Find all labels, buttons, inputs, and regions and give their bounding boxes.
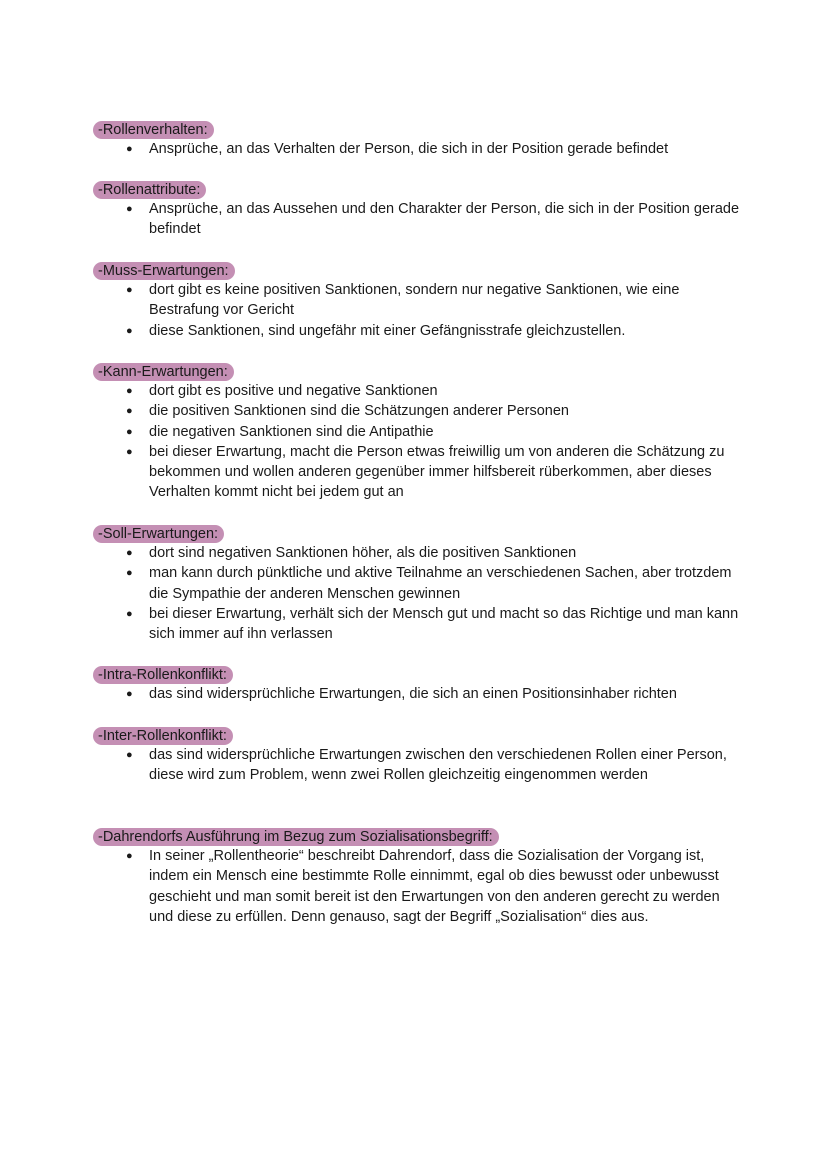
bullet-dot-icon: ● (126, 547, 133, 559)
list-item-text: dort sind negativen Sanktionen höher, als die positiven Sanktionen (149, 545, 577, 561)
list-item (93, 139, 743, 159)
list-item-text: dort gibt es positive und negative Sanktionen (149, 383, 438, 399)
bullet-dot-icon: ● (126, 405, 133, 418)
bullet-dot-icon: ● (126, 324, 133, 337)
bullet-dot-icon: ● (126, 445, 133, 458)
list-item-text: dort gibt es keine positiven Sanktionen, sondern nur negative Sanktionen, wie eine Bestrafung vor Gericht (149, 282, 680, 319)
list-item-text: die positiven Sanktionen sind die Schätzungen anderer Personen (149, 403, 569, 420)
bullet-dot-icon: ● (126, 567, 133, 580)
section-heading: -Dahrendorfs Ausführung im Bezug zum Sozialisationsbegriff: (93, 828, 499, 846)
bullet-dot-icon: ● (126, 607, 133, 620)
bullet-dot-icon: ● (126, 425, 133, 438)
bullet-dot-icon: ● (126, 284, 133, 296)
section-heading: -Kann-Erwartungen: (93, 363, 234, 381)
list-item-text: In seiner „Rollentheorie“ beschreibt Dahrendorf, dass die Sozialisation der Vorgang ist, indem ein Mensch eine bestimmte Rolle einnimmt, egal ob dies bewusst oder unbewusst geschieht und man somit bereit ist den Erwartungen von den anderen gerecht zu werden und diese zu erfüllen. Denn genauso, sagt der Begriff „Sozialisation“ dies aus. (149, 848, 720, 925)
list-item-text: Ansprüche, an das Verhalten der Person, die sich in der Position gerade befindet (149, 141, 669, 157)
bullet-dot-icon: ● (126, 850, 133, 862)
list-item (93, 563, 743, 604)
list-item (93, 745, 743, 786)
section-intra-rollenkonflikt (93, 666, 743, 704)
bullet-list (93, 199, 743, 240)
section-heading: -Rollenattribute: (93, 181, 206, 199)
section-heading: -Soll-Erwartungen: (93, 525, 224, 543)
section-kann-erwartungen (93, 363, 743, 503)
list-item-text: man kann durch pünktliche und aktive Teilnahme an verschiedenen Sachen, aber trotzdem die Sympathie der anderen Menschen gewinnen (149, 565, 732, 602)
list-item (93, 280, 743, 321)
section-rollenverhalten (93, 121, 743, 159)
list-item (93, 442, 743, 503)
bullet-list (93, 846, 743, 927)
list-item (93, 199, 743, 240)
list-item-text: Ansprüche, an das Aussehen und den Charakter der Person, die sich in der Position gerade befindet (149, 201, 740, 238)
bullet-list (93, 684, 743, 704)
bullet-list (93, 543, 743, 644)
section-muss-erwartungen (93, 262, 743, 341)
section-inter-rollenkonflikt (93, 727, 743, 786)
list-item-text: bei dieser Erwartung, verhält sich der Mensch gut und macht so das Richtige und man kann sich immer auf ihn verlassen (149, 605, 739, 643)
list-item (93, 543, 743, 563)
list-item-text: das sind widersprüchliche Erwartungen zwischen den verschiedenen Rollen einer Person, diese wird zum Problem, wenn zwei Rollen gleichzeitig eingenommen werden (149, 747, 727, 784)
list-item (93, 381, 743, 401)
list-item (93, 846, 743, 927)
bullet-dot-icon: ● (126, 143, 133, 155)
section-heading: -Muss-Erwartungen: (93, 262, 235, 280)
list-item-text: diese Sanktionen, sind ungefähr mit einer Gefängnisstrafe gleichzustellen. (149, 322, 626, 339)
list-item (93, 422, 743, 442)
section-soll-erwartungen (93, 525, 743, 644)
bullet-list (93, 381, 743, 503)
bullet-list (93, 139, 743, 159)
section-heading: -Rollenverhalten: (93, 121, 214, 139)
bullet-list (93, 745, 743, 786)
bullet-dot-icon: ● (126, 688, 133, 700)
section-heading: -Intra-Rollenkonflikt: (93, 666, 233, 684)
list-item (93, 401, 743, 421)
section-heading: -Inter-Rollenkonflikt: (93, 727, 233, 745)
list-item (93, 321, 743, 341)
list-item-text: die negativen Sanktionen sind die Antipathie (149, 423, 434, 440)
list-item (93, 604, 743, 645)
bullet-dot-icon: ● (126, 385, 133, 397)
list-item-text: bei dieser Erwartung, macht die Person etwas freiwillig um von anderen die Schätzung zu bekommen und wollen anderen gegenüber immer hilfsbereit rüberkommen, aber dieses Verhalten kommt nicht bei jedem gut an (149, 443, 725, 501)
list-item-text: das sind widersprüchliche Erwartungen, die sich an einen Positionsinhaber richten (149, 686, 677, 702)
section-rollenattribute (93, 181, 743, 240)
bullet-dot-icon: ● (126, 203, 133, 215)
bullet-dot-icon: ● (126, 749, 133, 761)
bullet-list (93, 280, 743, 341)
section-dahrendorf-sozialisation (93, 828, 743, 927)
list-item (93, 684, 743, 704)
